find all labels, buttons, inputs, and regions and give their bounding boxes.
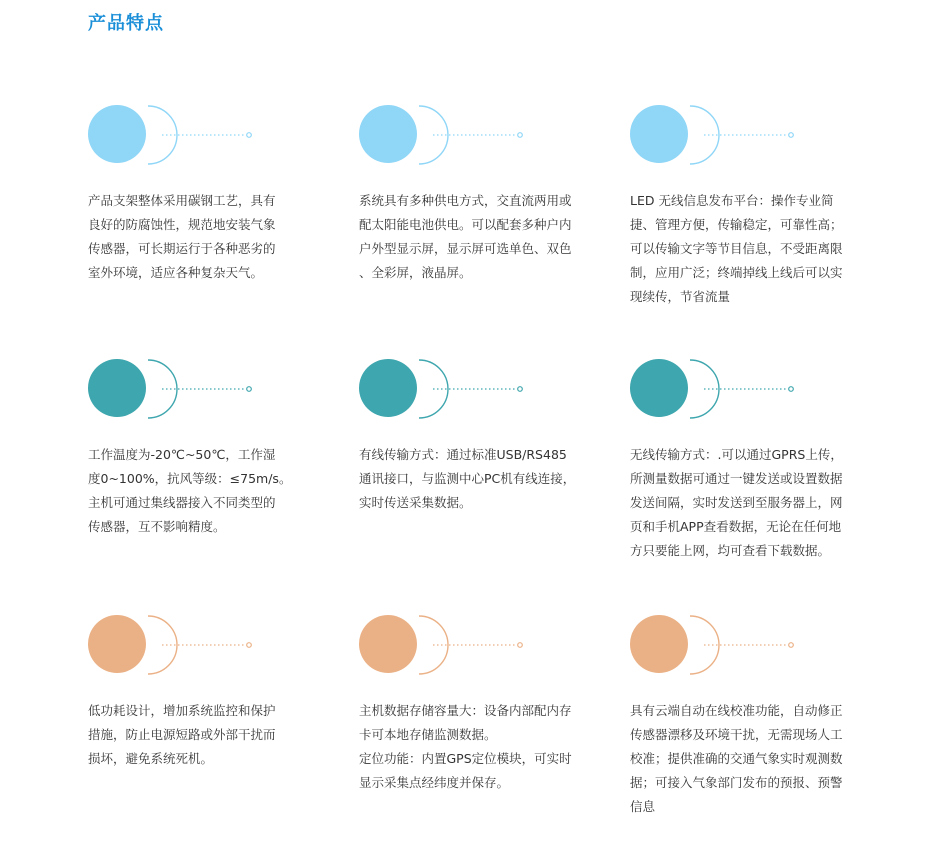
feature-card: [630, 359, 870, 558]
feature-description: 无线传输方式：.可以通过GPRS上传， 所测量数据可通过一键发送或设置数据 发送间隔，实时发送到至服务器上，网 页和手机APP查看数据，无论在任何地 方只要能上网，均可查看下载数据。: [630, 447, 843, 558]
dotted-line-icon: [704, 386, 794, 392]
feature-card: [88, 105, 328, 280]
feature-description: 低功耗设计，增加系统监控和保护 措施，防止电源短路或外部干扰而 损坏，避免系统死机。: [88, 703, 276, 766]
feature-card: [88, 359, 328, 534]
feature-icon-group: [630, 615, 870, 675]
page-title: 产品特点: [88, 13, 164, 34]
dotted-line-icon: [433, 642, 523, 648]
feature-description: 主机数据存储容量大：设备内部配内存 卡可本地存储监测数据。 定位功能：内置GPS定位模块，可实时 显示采集点经纬度并保存。: [359, 703, 572, 790]
feature-card: [630, 615, 870, 814]
feature-card: [359, 105, 599, 280]
feature-icon-group: [359, 105, 599, 165]
dotted-line-icon: [433, 386, 523, 392]
feature-icon-group: [630, 359, 870, 419]
dotted-line-icon: [162, 642, 252, 648]
feature-icon-group: [359, 359, 599, 419]
feature-icon-group: [359, 615, 599, 675]
feature-description: 工作温度为-20℃~50℃，工作湿 度0~100%，抗风等级：≤75m/s。 主机可通过集线器接入不同类型的 传感器，互不影响精度。: [88, 447, 292, 534]
dotted-line-icon: [433, 132, 523, 138]
feature-card: [359, 615, 599, 790]
dotted-line-icon: [704, 642, 794, 648]
dotted-line-icon: [704, 132, 794, 138]
feature-description: LED 无线信息发布平台：操作专业简 捷、管理方便，传输稳定，可靠性高； 可以传输文字等节目信息，不受距离限 制，应用广泛；终端掉线上线后可以实 现续传，节省流量: [630, 193, 843, 304]
feature-icon-group: [88, 359, 328, 419]
feature-icon-group: [88, 615, 328, 675]
feature-icon-group: [88, 105, 328, 165]
feature-icon-group: [630, 105, 870, 165]
dotted-line-icon: [162, 132, 252, 138]
feature-description: 具有云端自动在线校准功能，自动修正 传感器漂移及环境干扰，无需现场人工 校准；提供准确的交通气象实时观测数 据；可接入气象部门发布的预报、预警 信息: [630, 703, 843, 814]
feature-description: 产品支架整体采用碳钢工艺，具有 良好的防腐蚀性，规范地安装气象 传感器，可长期运行于各种恶劣的 室外环境，适应各种复杂天气。: [88, 193, 276, 280]
feature-description: 系统具有多种供电方式，交直流两用或 配太阳能电池供电。可以配套多种户内 户外型显示屏，显示屏可选单色、双色 、全彩屏，液晶屏。: [359, 193, 572, 280]
feature-card: [630, 105, 870, 304]
dotted-line-icon: [162, 386, 252, 392]
feature-card: [359, 359, 599, 510]
feature-description: 有线传输方式：通过标准USB/RS485 通讯接口，与监测中心PC机有线连接， 实时传送采集数据。: [359, 447, 576, 510]
feature-card: [88, 615, 328, 766]
